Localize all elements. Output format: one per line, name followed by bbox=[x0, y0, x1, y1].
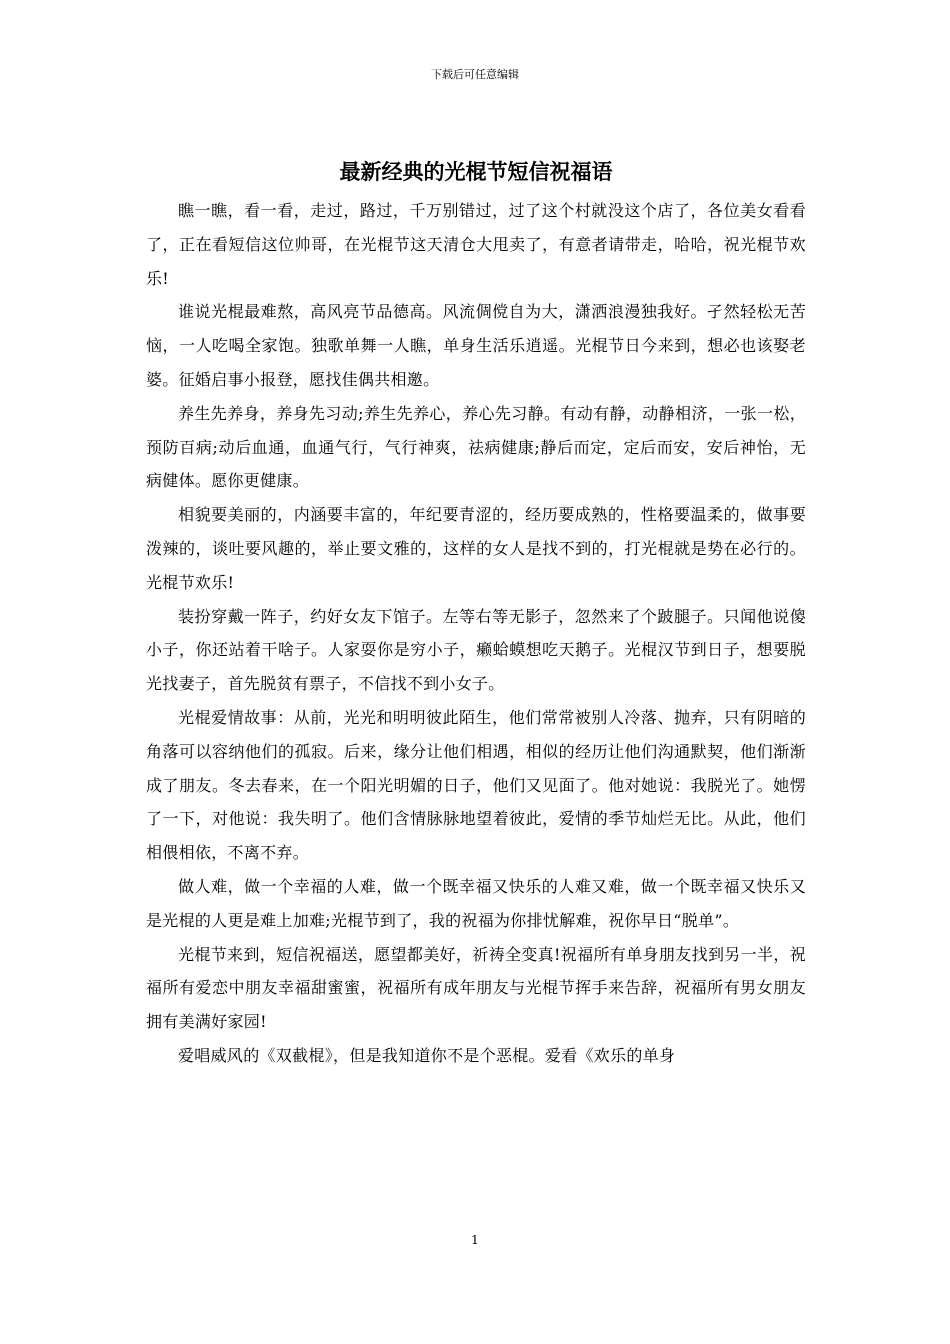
document-body bbox=[146, 152, 806, 1073]
paragraph-1: 瞧一瞧，看一看，走过，路过，千万别错过，过了这个村就没这个店了，各位美女看看了，正在看短信这位帅哥，在光棍节这天清仓大甩卖了，有意者请带走，哈哈，祝光棍节欢乐! bbox=[146, 201, 806, 288]
page-header-note: 下载后可任意编辑 bbox=[431, 68, 519, 81]
paragraph-9: 爱唱威风的《双截棍》，但是我知道你不是个恶棍。爱看《欢乐的单身 bbox=[178, 1045, 676, 1065]
paragraph-3: 养生先养身，养身先习动;养生先养心，养心先习静。有动有静，动静相济，一张一松，预防百病;动后血通，血通气行，气行神爽，祛病健康;静后而定，定后而安，安后神怡，无病健体。愿你更健康。 bbox=[146, 403, 806, 491]
paragraph-8: 光棍节来到，短信祝福送，愿望都美好，祈祷全变真!祝福所有单身朋友找到另一半，祝福所有爱恋中朋友幸福甜蜜蜜，祝福所有成年朋友与光棍节挥手来告辞，祝福所有男女朋友拥有美满好家园! bbox=[146, 944, 806, 1032]
paragraph-7: 做人难，做一个幸福的人难，做一个既幸福又快乐的人难又难，做一个既幸福又快乐又是光棍的人更是难上加难;光棍节到了，我的祝福为你排忧解难，祝你早日“脱单”。 bbox=[146, 876, 806, 930]
paragraph-6: 光棍爱情故事：从前，光光和明明彼此陌生，他们常常被别人冷落、抛弃，只有阴暗的角落可以容纳他们的孤寂。后来，缘分让他们相遇，相似的经历让他们沟通默契，他们渐渐成了朋友。冬去春来，在一个阳光明媚的日子，他们又见面了。他对她说：我脱光了。她愣了一下，对他说：我失明了。他们含情脉脉地望着彼此，爱情的季节灿烂无比。从此，他们相偎相依，不离不弃。 bbox=[146, 707, 806, 863]
document-title: 最新经典的光棍节短信祝福语 bbox=[339, 160, 613, 184]
paragraph-2: 谁说光棍最难熬，高风亮节品德高。风流倜傥自为大，潇洒浪漫独我好。孑然轻松无苦恼，一人吃喝全家饱。独歌单舞一人瞧，单身生活乐逍遥。光棍节日今来到，想必也该娶老婆。征婚启事小报登，愿找佳偶共相邀。 bbox=[146, 302, 806, 389]
page-number: 1 bbox=[471, 1233, 479, 1247]
paragraph-5: 装扮穿戴一阵子，约好女友下馆子。左等右等无影子，忽然来了个跛腿子。只闻他说傻小子，你还站着干啥子。人家耍你是穷小子，癞蛤蟆想吃天鹅子。光棍汉节到日子，想要脱光找妻子，首先脱贫有票子，不信找不到小女子。 bbox=[146, 606, 806, 694]
paragraph-4: 相貌要美丽的，内涵要丰富的，年纪要青涩的，经历要成熟的，性格要温柔的，做事要泼辣的，谈吐要风趣的，举止要文雅的，这样的女人是找不到的，打光棍就是势在必行的。光棍节欢乐! bbox=[146, 505, 806, 592]
